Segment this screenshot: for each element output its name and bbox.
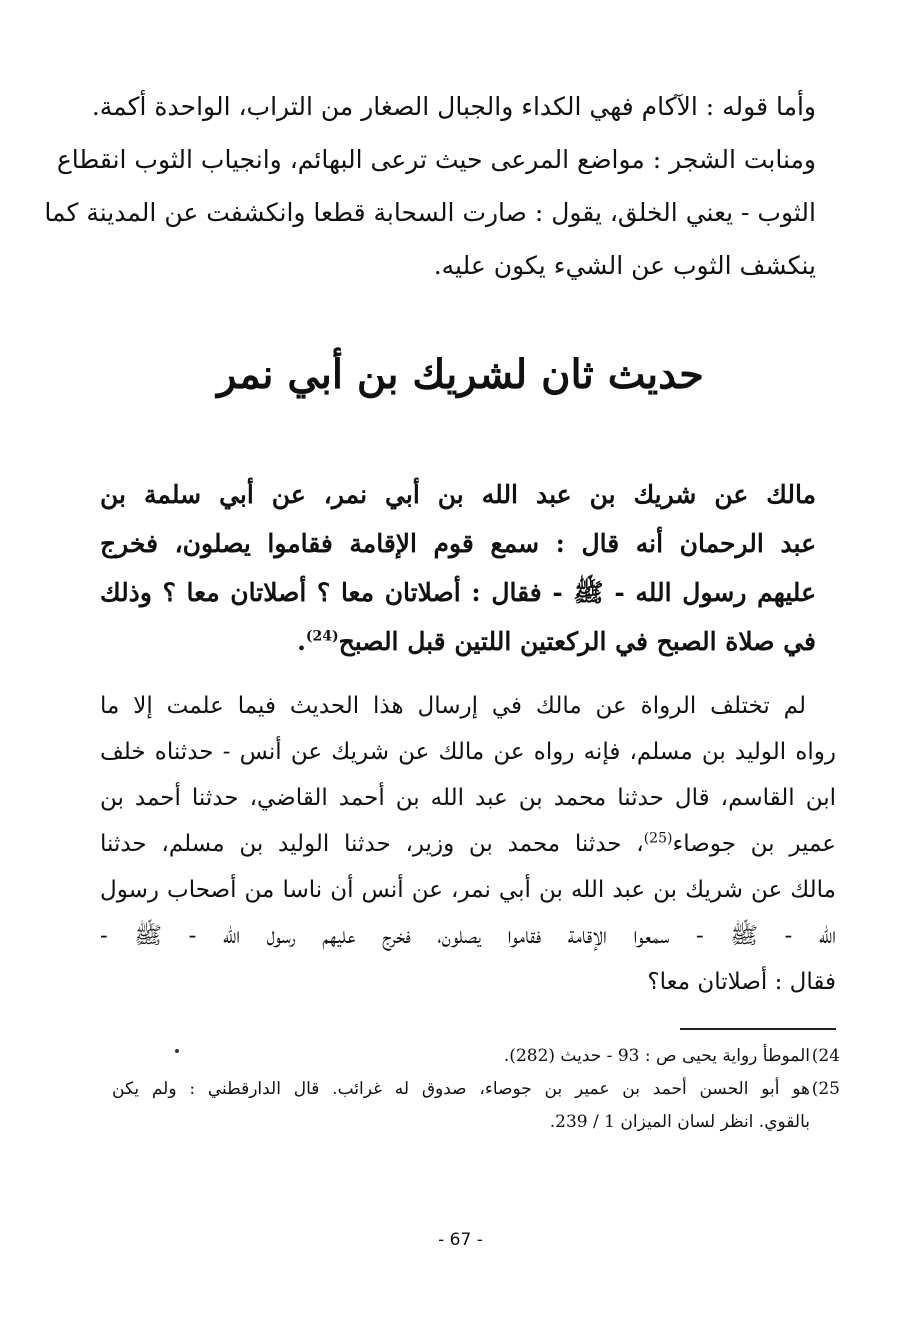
footnote-separator: [680, 1028, 836, 1030]
footnote-24: [112, 1040, 840, 1073]
commentary-line: الله - ﷺ - سمعوا الإقامة فقاموا يصلون، فخرج عليهم رسول الله - ﷺ -: [100, 923, 836, 949]
footnote-text: الموطأ رواية يحيى ص : 93 - حديث (282).: [503, 1046, 810, 1066]
footnote-ref-25[interactable]: (25): [643, 830, 673, 847]
commentary-paragraph: [100, 683, 836, 1005]
commentary-line: [100, 821, 836, 867]
hadith-line-text: في صلاة الصبح في الركعتين اللتين قبل الصبح: [338, 627, 816, 656]
intro-line: الثوب - يعني الخلق، يقول : صارت السحابة قطعا وانكشفت عن المدينة كما: [44, 198, 816, 227]
footnote-ref-24[interactable]: (24): [305, 628, 339, 645]
hadith-text: [100, 470, 816, 666]
footnote-25: [112, 1073, 840, 1106]
commentary-text: ، حدثنا محمد بن وزير، حدثنا الوليد بن مسلم، حدثنا: [100, 831, 644, 857]
intro-line: وأما قوله : الآكام فهي الكداء والجبال الصغار من التراب، الواحدة أكمة.: [91, 92, 816, 121]
footnote-number: 24): [811, 1046, 840, 1066]
intro-line: ينكشف الثوب عن الشيء يكون عليه.: [433, 251, 816, 280]
section-heading: حديث ثان لشريك بن أبي نمر: [217, 351, 704, 398]
hadith-line: [100, 617, 816, 666]
commentary-text: عمير بن جوصاء: [672, 831, 836, 857]
intro-line: ومنابت الشجر : مواضع المرعى حيث ترعى البهائم، وانجياب الثوب انقطاع: [56, 145, 816, 174]
commentary-line: لم تختلف الرواة عن مالك في إرسال هذا الحديث فيما علمت إلا ما: [100, 693, 806, 719]
footnote-number: 25): [811, 1079, 840, 1099]
page-number: - 67 -: [438, 1230, 483, 1250]
hadith-end-punct: .: [297, 627, 306, 656]
footnotes: [112, 1040, 840, 1139]
commentary-line: ابن القاسم، قال حدثنا محمد بن عبد الله بن أحمد القاضي، حدثنا أحمد بن: [100, 785, 836, 811]
hadith-line: عليهم رسول الله - ﷺ - فقال : أصلاتان معا ؟ أصلاتان معا ؟ وذلك: [100, 578, 816, 607]
hadith-line: مالك عن شريك بن عبد الله بن أبي نمر، عن أبي سلمة بن: [100, 480, 816, 509]
footnote-text: هو أبو الحسن أحمد بن عمير بن جوصاء، صدوق له غرائب. قال الدارقطني : ولم يكن: [112, 1079, 810, 1099]
commentary-line: مالك عن شريك بن عبد الله بن أبي نمر، عن أنس أن ناسا من أصحاب رسول: [100, 877, 836, 903]
footnote-25-continued: بالقوي. انظر لسان الميزان 1 / 239.: [549, 1112, 810, 1132]
hadith-line: عبد الرحمان أنه قال : سمع قوم الإقامة فقاموا يصلون، فخرج: [100, 529, 816, 558]
commentary-line: رواه الوليد بن مسلم، فإنه رواه عن مالك عن شريك عن أنس - حدثناه خلف: [100, 739, 836, 765]
commentary-line: فقال : أصلاتان معا؟: [647, 969, 836, 995]
intro-paragraph: [44, 80, 816, 292]
